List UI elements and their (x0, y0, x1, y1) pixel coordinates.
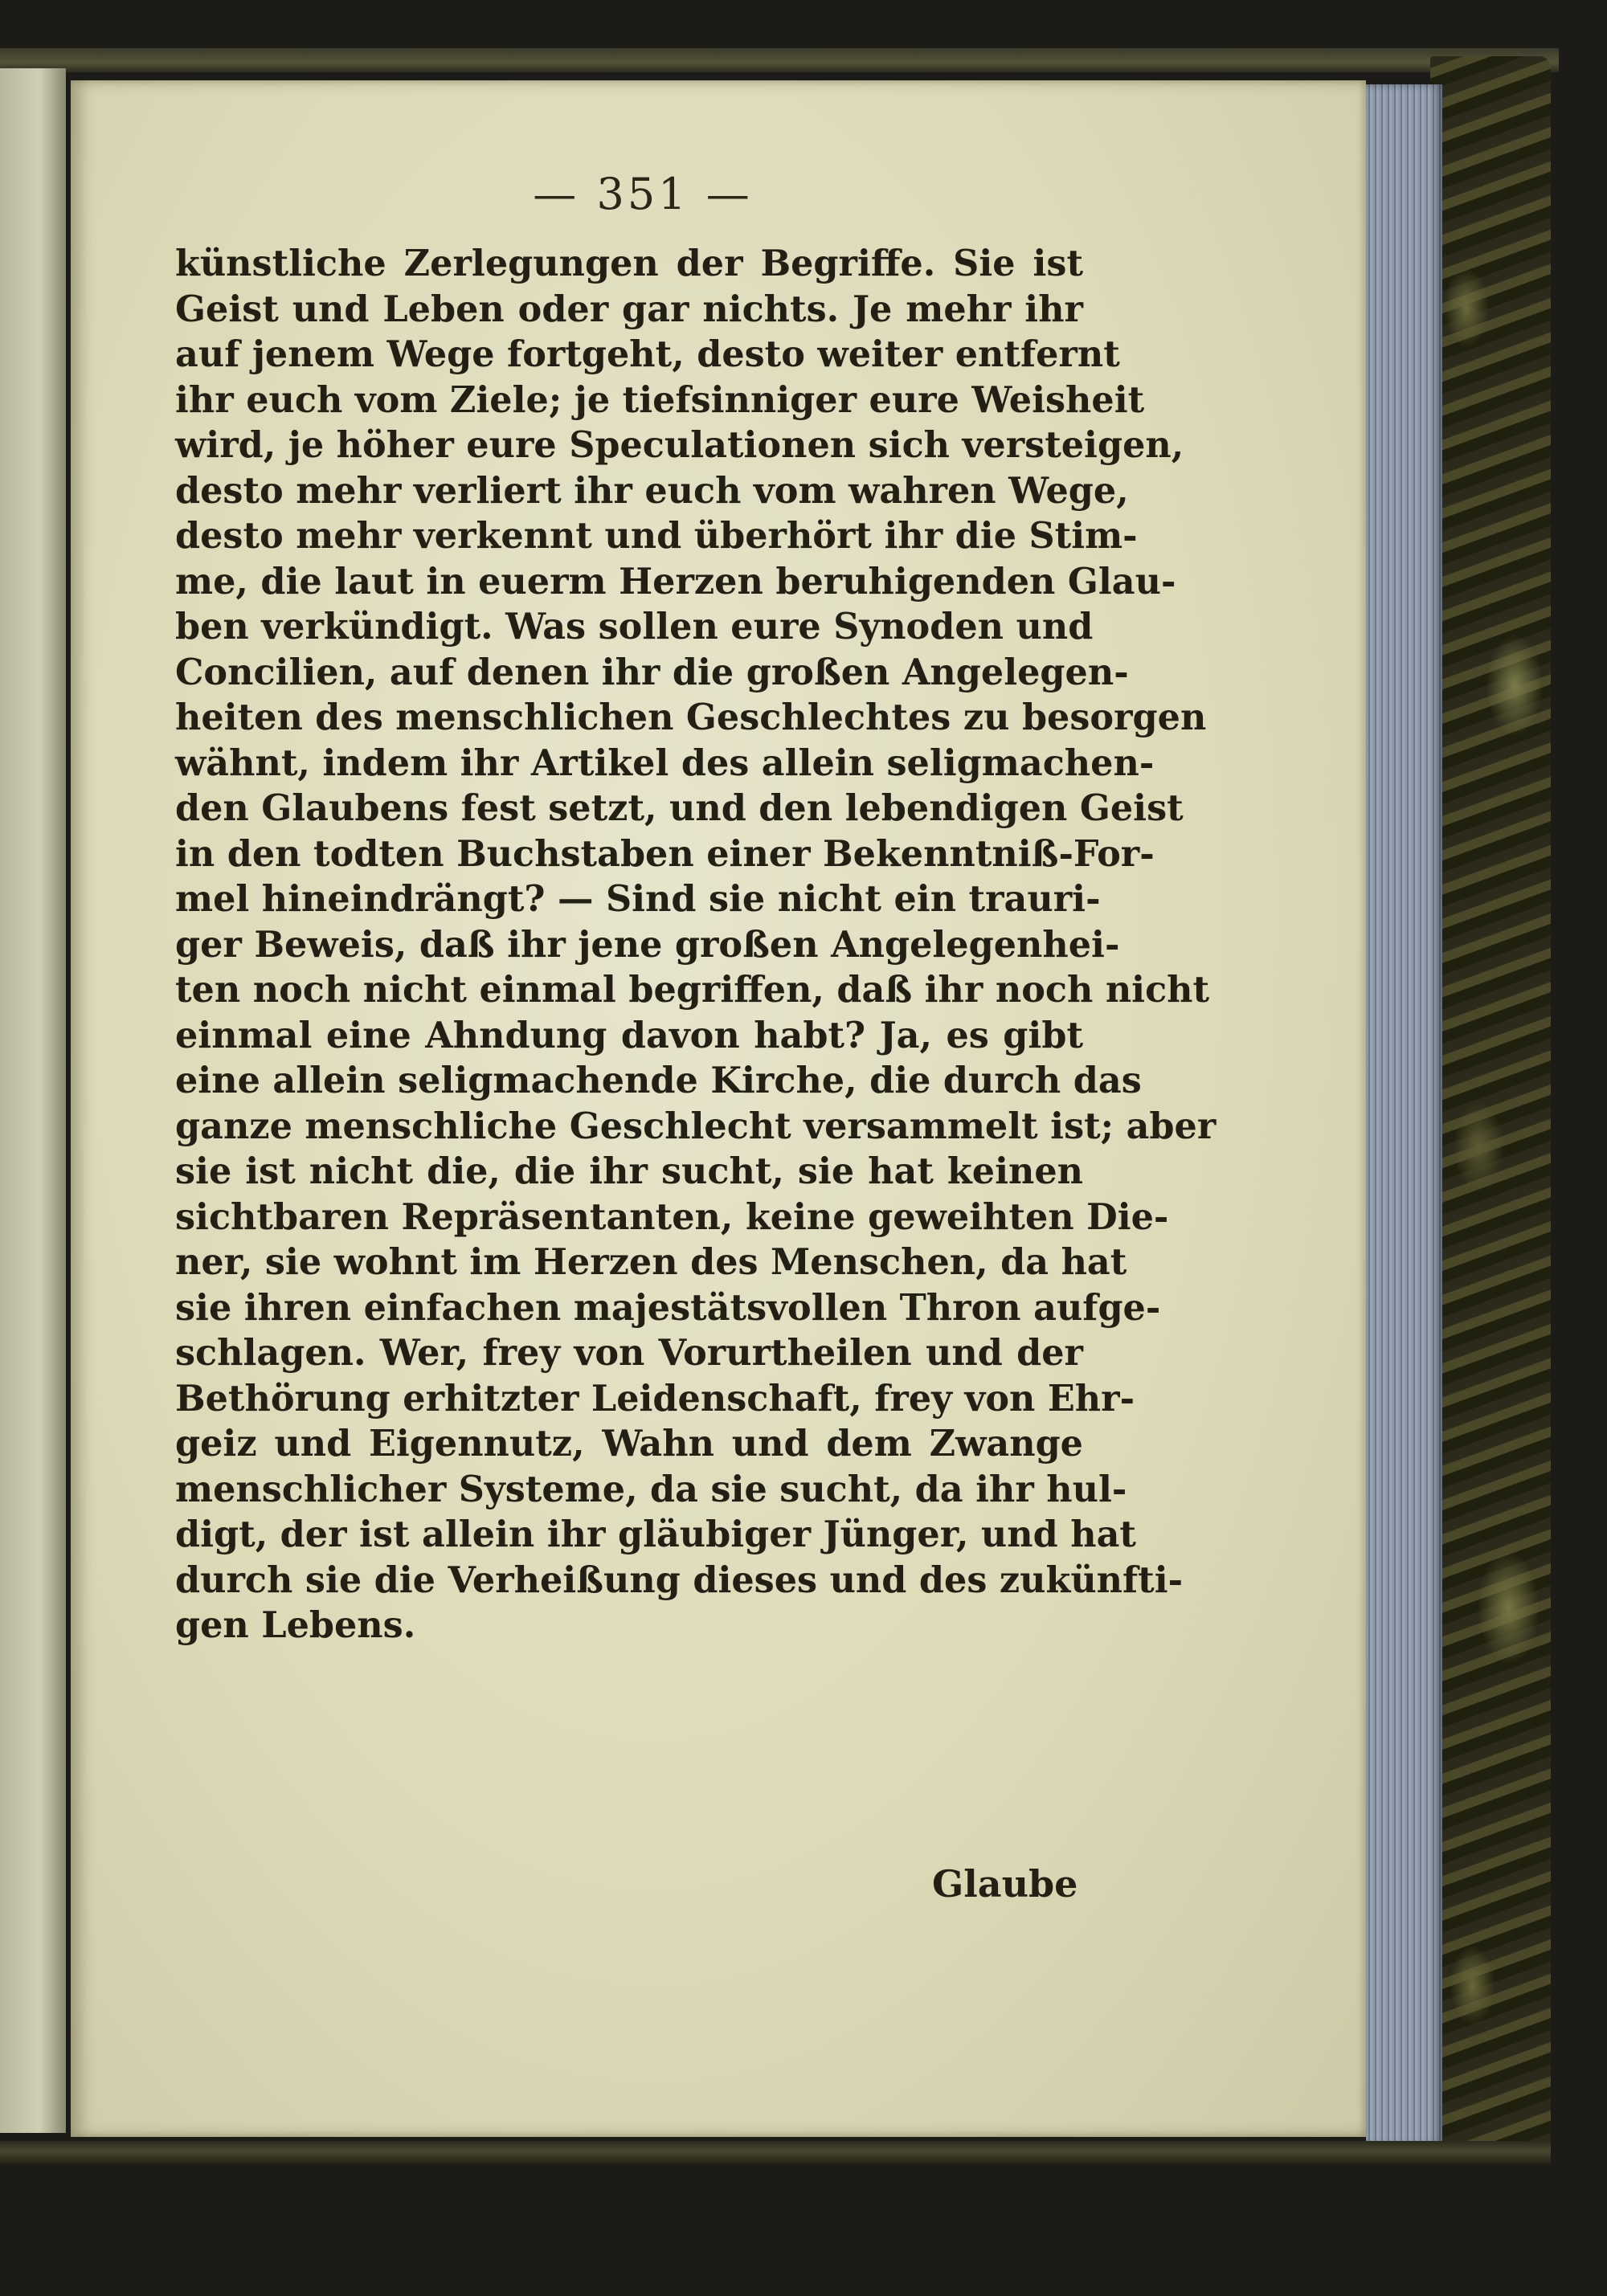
marbled-cover-edge (1430, 56, 1551, 2153)
text-line: eine allein seligmachende Kirche, die durch das (175, 1060, 1142, 1101)
text-line: Concilien, auf denen ihr die großen Angelegen- (175, 651, 1129, 693)
text-line: gen Lebens. (175, 1604, 416, 1646)
text-line: me, die laut in euerm Herzen beruhigenden Glau- (175, 560, 1176, 603)
text-line: menschlicher Systeme, da sie sucht, da ihr hul- (175, 1468, 1127, 1510)
text-line: wird, je höher eure Speculationen sich versteigen, (175, 424, 1184, 466)
text-line: ger Beweis, daß ihr jene großen Angelegenhei- (175, 923, 1120, 966)
text-line: sie ihren einfachen majestätsvollen Thron aufge- (175, 1286, 1161, 1329)
body-text (175, 241, 1216, 1648)
text-line: einmal eine Ahndung davon habt? Ja, es gibt (175, 1014, 1083, 1056)
page-number: — 351 — (533, 169, 753, 219)
text-line: den Glaubens fest setzt, und den lebendigen Geist (175, 787, 1184, 829)
text-line: Bethörung erhitzter Leidenschaft, frey von Ehr- (175, 1377, 1135, 1420)
text-line: desto mehr verkennt und überhört ihr die Stim- (175, 515, 1138, 557)
text-line: sichtbaren Repräsentanten, keine geweihten Die- (175, 1195, 1169, 1238)
left-page-edge (0, 68, 66, 2133)
text-line: geiz und Eigennutz, Wahn und dem Zwange (175, 1423, 1083, 1465)
text-line: digt, der ist allein ihr gläubiger Jünger, und hat (175, 1514, 1136, 1555)
text-line: ten noch nicht einmal begriffen, daß ihr noch nicht (175, 969, 1210, 1011)
text-line: mel hineindrängt? — Sind sie nicht ein trauri- (175, 878, 1101, 920)
text-line: in den todten Buchstaben einer Bekenntniß-For- (175, 832, 1155, 875)
text-line: desto mehr verliert ihr euch vom wahren Wege, (175, 469, 1129, 512)
text-line: Geist und Leben oder gar nichts. Je mehr ihr (175, 288, 1083, 330)
text-line: wähnt, indem ihr Artikel des allein seligmachen- (175, 742, 1155, 784)
text-line: auf jenem Wege fortgeht, desto weiter entfernt (175, 333, 1120, 375)
text-line: ihr euch vom Ziele; je tiefsinniger eure Weisheit (175, 378, 1145, 421)
text-line: künstliche Zerlegungen der Begriffe. Sie ist (175, 243, 1083, 284)
text-line: sie ist nicht die, die ihr sucht, sie hat keinen (175, 1150, 1083, 1192)
text-line: heiten des menschlichen Geschlechtes zu besorgen (175, 697, 1207, 738)
text-line: schlagen. Wer, frey von Vorurtheilen und der (175, 1332, 1083, 1374)
text-line: durch sie die Verheißung dieses und des zukünfti- (175, 1559, 1184, 1601)
text-line: ganze menschliche Geschlecht versammelt ist; aber (175, 1105, 1216, 1147)
text-line: ben verkündigt. Was sollen eure Synoden und (175, 606, 1094, 648)
text-line: ner, sie wohnt im Herzen des Menschen, da hat (175, 1241, 1127, 1283)
page-block-edges (1366, 84, 1442, 2145)
catchword: Glaube (932, 1862, 1078, 1906)
book-cover-bottom-edge (0, 2141, 1551, 2165)
book-cover-top-edge (0, 48, 1559, 72)
